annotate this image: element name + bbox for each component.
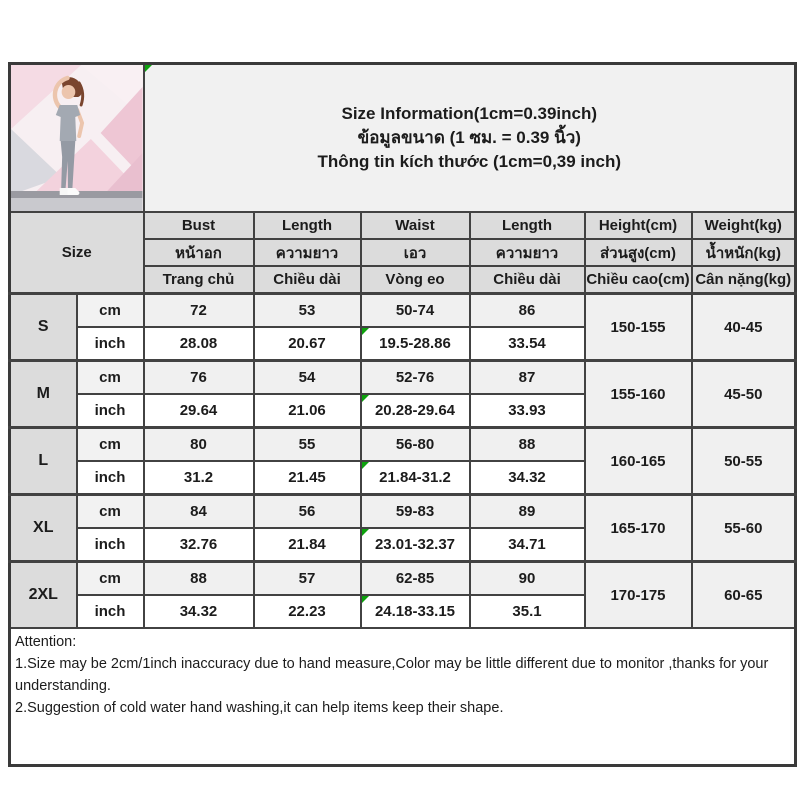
2XL-cm-length: 57 <box>254 562 361 596</box>
L-cm-bust: 80 <box>144 428 254 462</box>
L-inch-length2: 34.32 <box>470 461 585 495</box>
2XL-inch-bust: 34.32 <box>144 595 254 628</box>
S-inch-waist: 19.5-28.86 <box>361 327 470 361</box>
2XL-cm-length2: 90 <box>470 562 585 596</box>
col-waist-th: เอว <box>361 239 470 266</box>
col-height-en: Height(cm) <box>585 212 692 239</box>
col-length-en: Length <box>254 212 361 239</box>
size-label-XL: XL <box>10 495 77 562</box>
M-inch-length: 21.06 <box>254 394 361 428</box>
col-height-vn: Chiều cao(cm) <box>585 266 692 294</box>
size-row-2XL-cm <box>10 562 796 596</box>
M-inch-bust: 29.64 <box>144 394 254 428</box>
L-cm-length2: 88 <box>470 428 585 462</box>
unit-inch-S: inch <box>77 327 144 361</box>
XL-height-range: 165-170 <box>585 495 692 562</box>
M-height-range: 155-160 <box>585 361 692 428</box>
unit-cm-XL: cm <box>77 495 144 529</box>
banner <box>144 64 796 213</box>
size-row-S-cm <box>10 294 796 328</box>
col-length2-en: Length <box>470 212 585 239</box>
2XL-inch-length: 22.23 <box>254 595 361 628</box>
size-row-XL-cm <box>10 495 796 529</box>
size-label-M: M <box>10 361 77 428</box>
unit-cm-L: cm <box>77 428 144 462</box>
XL-inch-length2: 34.71 <box>470 528 585 562</box>
L-cm-waist: 56-80 <box>361 428 470 462</box>
S-cm-bust: 72 <box>144 294 254 328</box>
attention-note <box>10 628 796 766</box>
unit-inch-XL: inch <box>77 528 144 562</box>
L-weight-range: 50-55 <box>692 428 796 495</box>
col-weight-en: Weight(kg) <box>692 212 796 239</box>
unit-inch-2XL: inch <box>77 595 144 628</box>
size-label-L: L <box>10 428 77 495</box>
M-inch-length2: 33.93 <box>470 394 585 428</box>
col-weight-vn: Cân nặng(kg) <box>692 266 796 294</box>
L-height-range: 160-165 <box>585 428 692 495</box>
XL-weight-range: 55-60 <box>692 495 796 562</box>
col-length2-vn: Chiều dài <box>470 266 585 294</box>
M-inch-waist: 20.28-29.64 <box>361 394 470 428</box>
size-label-2XL: 2XL <box>10 562 77 629</box>
XL-inch-bust: 32.76 <box>144 528 254 562</box>
L-inch-bust: 31.2 <box>144 461 254 495</box>
XL-cm-length2: 89 <box>470 495 585 529</box>
S-cm-length: 53 <box>254 294 361 328</box>
col-weight-th: น้ำหนัก(kg) <box>692 239 796 266</box>
S-inch-length: 20.67 <box>254 327 361 361</box>
col-waist-en: Waist <box>361 212 470 239</box>
col-length-th: ความยาว <box>254 239 361 266</box>
2XL-inch-length2: 35.1 <box>470 595 585 628</box>
col-bust-en: Bust <box>144 212 254 239</box>
M-cm-waist: 52-76 <box>361 361 470 395</box>
unit-cm-S: cm <box>77 294 144 328</box>
col-height-th: ส่วนสูง(cm) <box>585 239 692 266</box>
banner-title-en: Size Information(1cm=0.39inch) <box>341 104 598 123</box>
col-bust-th: หน้าอก <box>144 239 254 266</box>
size-table <box>8 62 797 767</box>
2XL-inch-waist: 24.18-33.15 <box>361 595 470 628</box>
XL-cm-waist: 59-83 <box>361 495 470 529</box>
S-cm-waist: 50-74 <box>361 294 470 328</box>
XL-cm-length: 56 <box>254 495 361 529</box>
2XL-cm-bust: 88 <box>144 562 254 596</box>
2XL-weight-range: 60-65 <box>692 562 796 629</box>
header-row-en <box>10 212 796 239</box>
2XL-cm-waist: 62-85 <box>361 562 470 596</box>
attention-title: Attention: <box>15 634 77 650</box>
XL-cm-bust: 84 <box>144 495 254 529</box>
banner-row <box>10 64 796 213</box>
banner-title-th: ข้อมูลขนาด (1 ซม. = 0.39 นิ้ว) <box>357 128 581 147</box>
L-cm-length: 55 <box>254 428 361 462</box>
size-label-S: S <box>10 294 77 361</box>
col-length-vn: Chiều dài <box>254 266 361 294</box>
unit-inch-M: inch <box>77 394 144 428</box>
S-height-range: 150-155 <box>585 294 692 361</box>
size-row-M-cm <box>10 361 796 395</box>
S-weight-range: 40-45 <box>692 294 796 361</box>
col-length2-th: ความยาว <box>470 239 585 266</box>
col-waist-vn: Vòng eo <box>361 266 470 294</box>
unit-cm-M: cm <box>77 361 144 395</box>
unit-cm-2XL: cm <box>77 562 144 596</box>
model-photo-illustration <box>11 65 143 211</box>
S-cm-length2: 86 <box>470 294 585 328</box>
product-photo <box>10 64 144 213</box>
attention-line-1: 1.Size may be 2cm/1inch inaccuracy due to hand measure,Color may be little different due to monitor ,thanks for your understanding. <box>15 656 769 694</box>
banner-title-vn: Thông tin kích thước (1cm=0,39 inch) <box>317 152 622 171</box>
XL-inch-waist: 23.01-32.37 <box>361 528 470 562</box>
2XL-height-range: 170-175 <box>585 562 692 629</box>
col-bust-vn: Trang chủ <box>144 266 254 294</box>
attention-row <box>10 628 796 766</box>
L-inch-length: 21.45 <box>254 461 361 495</box>
size-header: Size <box>10 212 144 294</box>
M-cm-length: 54 <box>254 361 361 395</box>
S-inch-length2: 33.54 <box>470 327 585 361</box>
M-cm-bust: 76 <box>144 361 254 395</box>
size-row-L-cm <box>10 428 796 462</box>
M-weight-range: 45-50 <box>692 361 796 428</box>
attention-line-2: 2.Suggestion of cold water hand washing,it can help items keep their shape. <box>15 700 504 716</box>
XL-inch-length: 21.84 <box>254 528 361 562</box>
L-inch-waist: 21.84-31.2 <box>361 461 470 495</box>
S-inch-bust: 28.08 <box>144 327 254 361</box>
unit-inch-L: inch <box>77 461 144 495</box>
M-cm-length2: 87 <box>470 361 585 395</box>
